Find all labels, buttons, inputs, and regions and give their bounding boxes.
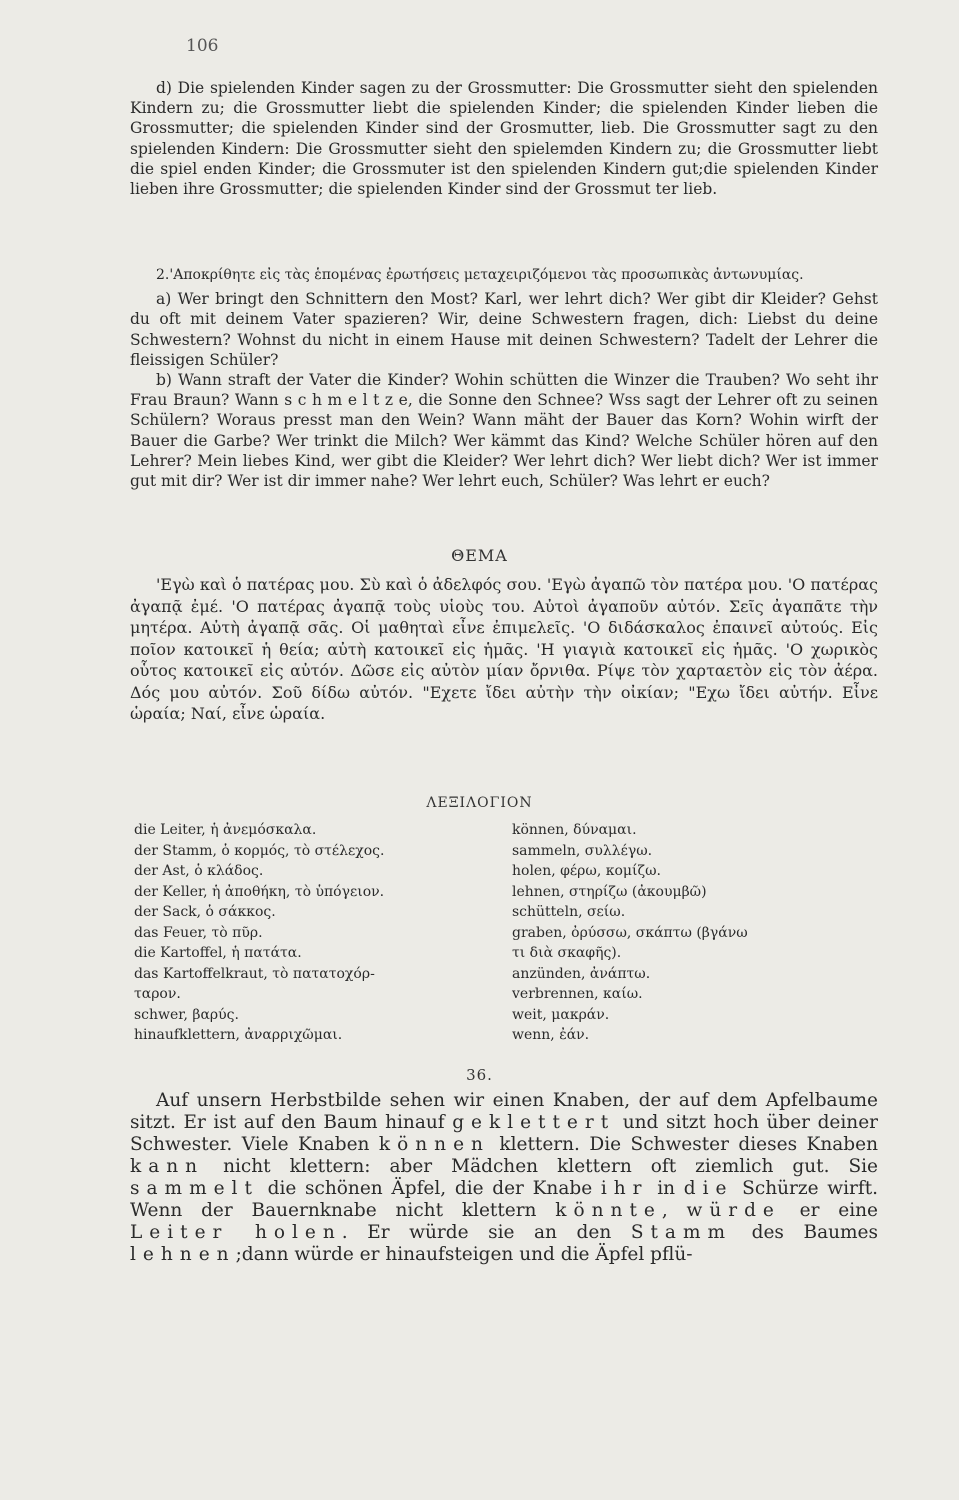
lesson-text-part: Schürze wirft. Wenn der Bauernknabe nicht klettern <box>130 1178 879 1221</box>
lexicon-entry: lehnen, στηρίζω (ἀκουμβῶ) <box>512 883 707 900</box>
lexicon-entry: hinaufklettern, ἀναρριχῶμαι. <box>134 1027 343 1043</box>
emphasized-word: können <box>378 1134 490 1155</box>
lexicon-heading: ΛΕΞΙΛΟΓΙΟΝ <box>426 795 533 811</box>
thema-text: 'Εγὼ καὶ ὁ πατέρας μου. Σὺ καὶ ὁ ἀδελφός σου. 'Εγὼ ἀγαπῶ τὸν πατέρα μου. 'Ο πατέρας ἀγαπᾷ ἐμέ. 'Ο πατέρας ἀγαπᾷ τοὺς υἱοὺς του. Αὐτοὶ ἀγαποῦν αὐτόν. Σεῖς ἀγαπᾶτε τὴν μητέρα. Αὐτὴ ἀγαπᾷ σᾶς. Οἱ μαθηταὶ εἶνε ἐπιμελεῖς. 'Ο διδάσκαλος ἐπαινεῖ αὐτούς. Εἰς ποῖον κατοικεῖ ἡ θεία; αὐτὴ κατοικεῖ εἰς ἡμᾶς. 'Η γιαγιὰ κατοικεῖ εἰς ἡμᾶς. 'Ο χωρικὸς οὗτος κατοικεῖ εἰς αὐτόν. Δῶσε εἰς αὐτὸν μίαν ὄρνιθα. Ρίψε τὸν χαρταετὸν εἰς τὸν ἀέρα. Δός μου αὐτόν. Σοῦ δίδω αὐτόν. "Εχετε ἴδει αὐτὴν τὴν οἰκίαν; "Εχω ἴδει αὐτήν. Εἶνε ὡραία; Ναί, εἶνε ὡραία. <box>130 575 878 723</box>
lesson-number: 36. <box>466 1066 493 1084</box>
exercise-2a-text: a) Wer bringt den Schnittern den Most? Karl, wer lehrt dich? Wer gibt dir Kleider? Gehst du oft mit deinem Vater spazieren? Wir, deine Schwestern fragen, dich: Liebst du deine Schwestern? Wohnst du nicht in einem Hause mit deinen Schwestern? Tadelt der Lehrer die fleissigen Schüler? <box>130 290 878 369</box>
emphasized-word: würde <box>686 1200 781 1221</box>
lexicon-entry: der Sack, ὁ σάκκος. <box>134 904 276 920</box>
lexicon-entry: der Stamm, ὁ κορμός, τὸ στέλεχος. <box>134 842 385 859</box>
lesson-section <box>130 1090 878 1266</box>
emphasized-word: kann <box>130 1156 205 1177</box>
emphasized-word: könnte <box>555 1200 662 1221</box>
lexicon-entry: schütteln, σείω. <box>512 904 626 920</box>
lexicon-entry: schwer, βαρύς. <box>134 1006 239 1023</box>
lesson-text-part: , <box>661 1200 687 1221</box>
lexicon-left-column <box>134 820 384 1046</box>
exercise-d-text: d) Die spielenden Kinder sagen zu der Grossmutter: Die Grossmutter sieht den spielenden Kindern zu; die Grossmutter liebt die spielenden Kinder; die spielenden Kinder lieben die Grossmutter; die spielenden Kinder sind der Grosmutter, lieb. Die Grossmutter sagt zu den spielenden Kindern: Die Grossmutter sieht den spielemden Kindern zu; die Grossmutter liebt die spiel enden Kinder; die Grossmuter ist den spielenden Kindern gut;die spielenden Kinder lieben ihre Grossmutter; die spielenden Kinder sind der Grossmut ter lieb. <box>130 79 878 199</box>
lesson-text-part: ;dann würde er hinaufsteigen und die Äpfel pflü- <box>235 1244 693 1265</box>
lexicon-entry: der Keller, ἡ ἀποθήκη, τὸ ὑπόγειον. <box>134 883 385 900</box>
lesson-text-part: . Er würde sie an den <box>341 1222 631 1243</box>
lexicon-entry: die Kartoffel, ἡ πατάτα. <box>134 945 302 961</box>
lesson-text-part: und sitzt hoch über deiner Schwester. Viele Knaben <box>130 1112 878 1155</box>
lexicon-entry: die Leiter, ἡ ἀνεμόσκαλα. <box>134 822 317 838</box>
lexicon-right-column <box>512 820 748 1046</box>
lexicon-entry: das Kartoffelkraut, τὸ πατατοχόρ- <box>134 965 375 982</box>
lexicon-entry: verbrennen, καίω. <box>512 986 643 1002</box>
lesson-text-part: die schönen Äpfel, die der Knabe <box>258 1178 601 1199</box>
lexicon-entry: graben, ὀρύσσω, σκάπτω (βγάνω <box>512 924 748 941</box>
lesson-text-part: klettern. Die Schwester dieses Knaben <box>489 1134 878 1155</box>
page-number: 106 <box>186 36 219 56</box>
lesson-text-part: in <box>648 1178 684 1199</box>
lexicon-entry: wenn, ἐάν. <box>512 1027 590 1043</box>
emphasized-word: die <box>683 1178 734 1199</box>
lexicon-entry: τι διὰ σκαφῆς). <box>512 945 622 961</box>
lexicon-entry: sammeln, συλλέγω. <box>512 842 653 859</box>
emphasized-word: lehnen <box>130 1244 236 1265</box>
lesson-text-part: Auf unsern Herbstbilde sehen wir einen Knaben, der auf dem Apfelbaume sitzt. Er ist auf den Baum hinauf <box>130 1090 878 1133</box>
lesson-text-part: nicht klettern: aber Mädchen klettern oft ziemlich gut. Sie <box>204 1156 878 1177</box>
lexicon-entry: das Feuer, τὸ πῦρ. <box>134 924 263 941</box>
exercise-d <box>130 78 878 199</box>
lesson-text-part: des Baumes <box>732 1222 878 1243</box>
lexicon-entry: weit, μακράν. <box>512 1006 610 1023</box>
lesson-text-part: er eine <box>780 1200 878 1221</box>
emphasized-word: ihr <box>600 1178 649 1199</box>
lexicon-entry: holen, φέρω, κομίζω. <box>512 863 661 879</box>
lexicon-entry: ταρον. <box>134 986 181 1002</box>
emphasized-word: geklettert <box>452 1112 616 1133</box>
lesson-text <box>130 1090 878 1266</box>
exercise-2 <box>130 265 878 491</box>
emphasized-word: sammelt <box>130 1178 259 1199</box>
emphasized-word: Leiter holen <box>130 1222 342 1243</box>
emphasized-word: Stamm <box>630 1222 733 1243</box>
exercise-2-instruction: 2.'Αποκρίθητε εἰς τὰς ἑπομένας ἐρωτήσεις μεταχειριζόμενοι τὰς προσωπικὰς ἀντωνυμίας. <box>156 267 804 283</box>
lexicon-entry: der Ast, ὁ κλάδος. <box>134 863 264 879</box>
thema-heading: ΘΕΜΑ <box>451 546 508 565</box>
exercise-2b-text: b) Wann straft der Vater die Kinder? Wohin schütten die Winzer die Trauben? Wo seht ihr Frau Braun? Wann s c h m e l t z e, die Sonne den Schnee? Wss sagt der Lehrer oft zu seinen Schülern? Woraus presst man den Wein? Wann mäht der Bauer das Korn? Wohin wirft der Bauer die Garbe? Wer trinkt die Milch? Wer kämmt das Kind? Welche Schüler hören auf den Lehrer? Mein liebes Kind, wer gibt die Kleider? Wer lehrt dich? Wer liebt dich? Wer ist immer gut mit dir? Wer ist dir immer nahe? Wer lehrt euch, Schüler? Was lehrt er euch? <box>130 371 878 491</box>
lexicon-entry: können, δύναμαι. <box>512 822 637 838</box>
lexicon-entry: anzünden, ἀνάπτω. <box>512 965 651 982</box>
thema-section <box>130 574 878 725</box>
